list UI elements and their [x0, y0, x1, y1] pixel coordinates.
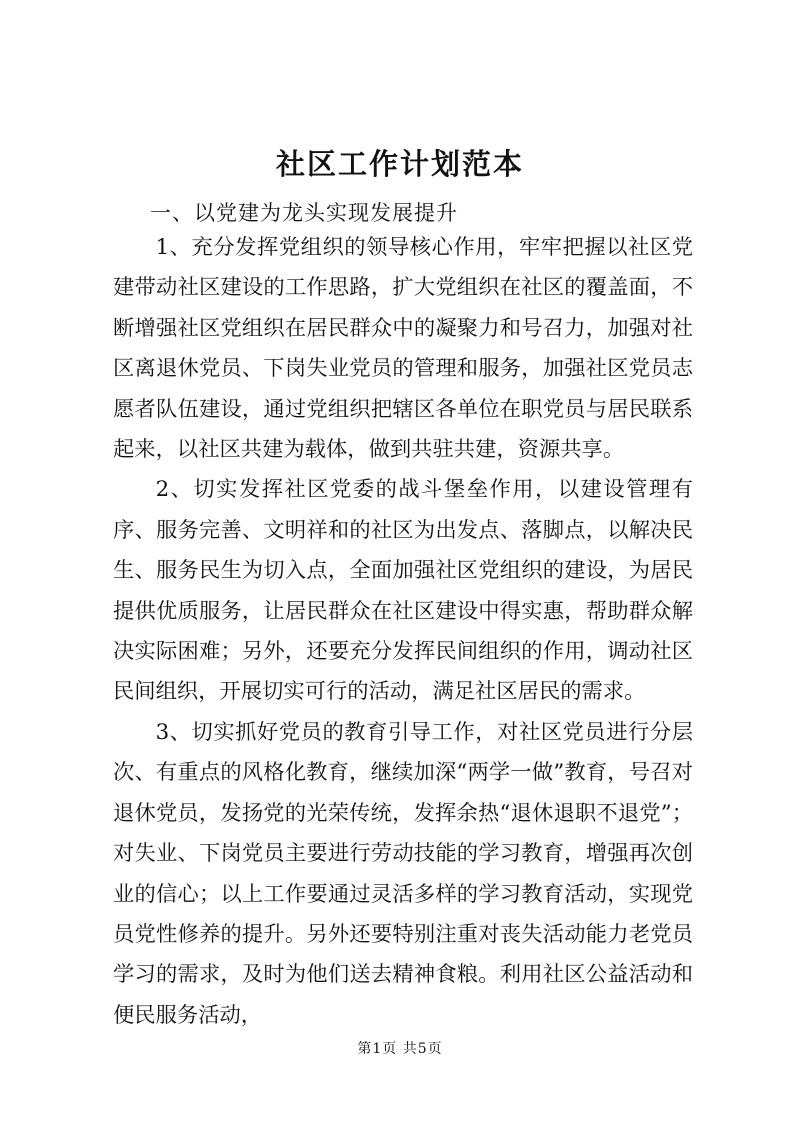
document-body	[113, 228, 693, 1036]
paragraph-1: 1、充分发挥党组织的领导核心作用，牢牢把握以社区党建带动社区建设的工作思路，扩大党组织在社区的覆盖面，不断增强社区党组织在居民群众中的凝聚力和号召力，加强对社区离退休党员、下岗失业党员的管理和服务，加强社区党员志愿者队伍建设，通过党组织把辖区各单位在职党员与居民联系起来，以社区共建为载体，做到共驻共建，资源共享。	[113, 235, 693, 463]
page-indicator: 第1页 共5页	[357, 1041, 443, 1057]
section-heading: 一、以党建为龙头实现发展提升	[150, 201, 458, 225]
document-title: 社区工作计划范本	[275, 147, 524, 181]
page-footer	[0, 1039, 800, 1059]
paragraph-2: 2、切实发挥社区党委的战斗堡垒作用，以建设管理有序、服务完善、文明祥和的社区为出发点、落脚点，以解决民生、服务民生为切入点，全面加强社区党组织的建设，为居民提供优质服务，让居民群众在社区建设中得实惠，帮助群众解决实际困难；另外，还要充分发挥民间组织的作用，调动社区民间组织，开展切实可行的活动，满足社区居民的需求。	[113, 477, 693, 705]
paragraph-3: 3、切实抓好党员的教育引导工作，对社区党员进行分层次、有重点的风格化教育，继续加深“两学一做”教育，号召对退休党员，发扬党的光荣传统，发挥余热“退休退职不退党”；对失业、下岗党员主要进行劳动技能的学习教育，增强再次创业的信心；以上工作要通过灵活多样的学习教育活动，实现党员党性修养的提升。另外还要特别注重对丧失活动能力老党员学习的需求，及时为他们送去精神食粮。利用社区公益活动和便民服务活动，	[113, 719, 693, 1028]
